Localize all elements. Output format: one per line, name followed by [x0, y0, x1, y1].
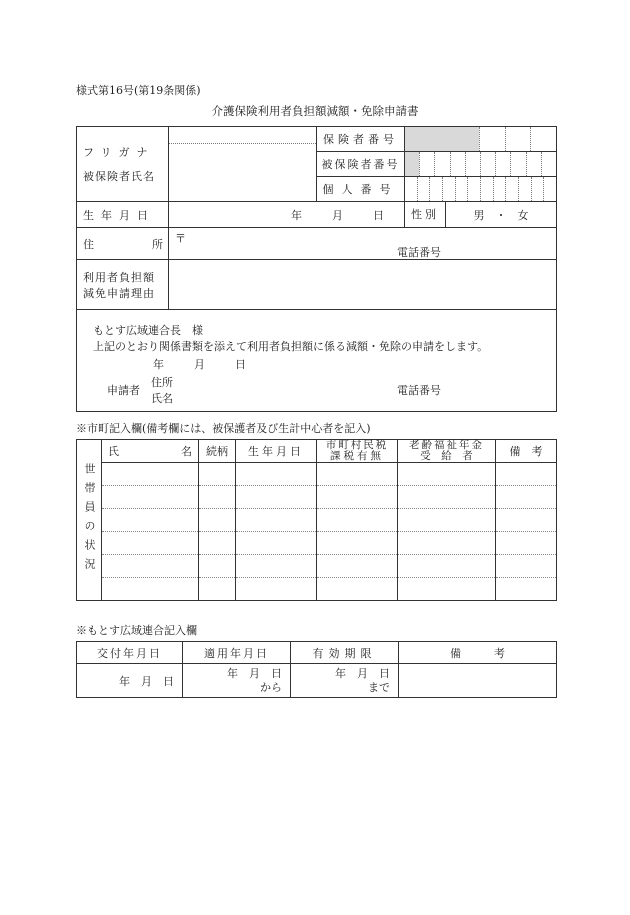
insurer-no-label: 保険者番号 [317, 127, 405, 152]
col-tax-1: 市町村民税 [325, 439, 389, 451]
reason-label-1: 利用者負担額 [83, 270, 155, 284]
household-cell[interactable] [496, 486, 557, 509]
col-pension-1: 老齢福祉年金 [409, 439, 484, 451]
insured-name-field[interactable] [169, 127, 317, 202]
household-cell[interactable] [102, 463, 199, 486]
applicant-phone-label: 電話番号 [397, 384, 441, 397]
col-union-remarks: 備 考 [399, 642, 557, 664]
valid-date-value: 年 月 日 [335, 666, 390, 680]
reason-field[interactable] [169, 260, 557, 310]
union-table [76, 641, 557, 698]
birth-field[interactable] [169, 202, 405, 228]
birth-label: 生年月日 [77, 202, 169, 228]
birth-month: 月 [332, 208, 343, 222]
date-year: 年 [153, 358, 164, 371]
form-number: 様式第16号(第19条関係) [76, 84, 201, 97]
birth-year: 年 [291, 208, 302, 222]
statement-text: 上記のとおり関係書類を添えて利用者負担額に係る減額・免除の申請をします。 [93, 340, 489, 353]
household-cell[interactable] [398, 578, 496, 601]
insured-name-label: 被保険者氏名 [83, 170, 155, 183]
form-title: 介護保険利用者負担額減額・免除申請書 [211, 104, 419, 118]
household-cell[interactable] [398, 555, 496, 578]
issue-date-field[interactable]: 年 月 日 [77, 664, 183, 698]
valid-period-field[interactable] [291, 664, 399, 698]
household-cell[interactable] [199, 555, 236, 578]
gender-label: 性別 [405, 202, 446, 227]
household-cell[interactable] [236, 578, 317, 601]
household-cell[interactable] [496, 555, 557, 578]
col-remarks: 備 考 [496, 440, 557, 463]
household-cell[interactable] [317, 509, 398, 532]
household-cell[interactable] [317, 555, 398, 578]
household-table [76, 439, 557, 601]
address-phone-label: 電話番号 [397, 246, 441, 259]
household-cell[interactable] [102, 578, 199, 601]
col-issue-date: 交付年月日 [77, 642, 183, 664]
household-cell[interactable] [398, 486, 496, 509]
col-valid-period: 有効期限 [291, 642, 399, 664]
insurer-no-field[interactable] [405, 127, 557, 152]
col-tax [317, 440, 398, 463]
gender-value: 男 ・ 女 [473, 208, 529, 222]
household-cell[interactable] [398, 509, 496, 532]
applicant-name-label: 氏名 [151, 392, 173, 405]
union-note: ※もとす広域連合記入欄 [76, 624, 197, 637]
personal-no-label: 個人番号 [317, 177, 405, 202]
col-apply-date: 適用年月日 [183, 642, 291, 664]
household-cell[interactable] [102, 532, 199, 555]
col-relation: 続柄 [199, 440, 236, 463]
household-cell[interactable] [102, 555, 199, 578]
col-pension [398, 440, 496, 463]
reason-label-cell [77, 260, 169, 310]
apply-date-value: 年 月 日 [227, 666, 282, 680]
applicant-label: 申請者 [107, 384, 140, 397]
addressee: もとす広域連合長 様 [93, 324, 203, 337]
household-cell[interactable] [199, 532, 236, 555]
date-day: 日 [235, 358, 246, 371]
personal-no-field[interactable] [405, 177, 557, 202]
address-label: 住所 [83, 237, 163, 251]
household-row-label: 世帯員の状況 [77, 440, 102, 601]
union-remarks-field[interactable] [399, 664, 557, 698]
name-label-cell [77, 127, 169, 202]
gender-cell[interactable] [405, 202, 557, 228]
reason-label-2: 減免申請理由 [83, 286, 155, 300]
household-cell[interactable] [199, 509, 236, 532]
household-note: ※市町記入欄(備考欄には、被保護者及び生計中心者を記入) [76, 422, 371, 435]
col-tax-2: 課税有無 [330, 450, 384, 462]
statement-date[interactable] [153, 356, 246, 372]
date-month: 月 [194, 358, 205, 371]
household-cell[interactable] [236, 486, 317, 509]
household-cell[interactable] [496, 578, 557, 601]
household-cell[interactable] [199, 578, 236, 601]
household-cell[interactable] [398, 463, 496, 486]
valid-to-label: まで [368, 680, 390, 694]
address-label-cell [77, 228, 169, 260]
household-cell[interactable] [317, 486, 398, 509]
address-field[interactable] [169, 228, 557, 260]
household-cell[interactable] [496, 509, 557, 532]
household-cell[interactable] [199, 486, 236, 509]
household-cell[interactable] [317, 532, 398, 555]
apply-from-label: から [260, 680, 282, 694]
statement-cell [77, 310, 557, 412]
insured-no-field[interactable] [405, 152, 557, 177]
household-cell[interactable] [236, 463, 317, 486]
household-cell[interactable] [496, 463, 557, 486]
household-cell[interactable] [102, 486, 199, 509]
household-cell[interactable] [199, 463, 236, 486]
household-cell[interactable] [102, 509, 199, 532]
household-cell[interactable] [317, 463, 398, 486]
household-cell[interactable] [398, 532, 496, 555]
household-cell[interactable] [236, 509, 317, 532]
furigana-label: フリガナ [83, 146, 155, 159]
apply-date-field[interactable] [183, 664, 291, 698]
household-cell[interactable] [496, 532, 557, 555]
birth-day: 日 [373, 208, 384, 222]
household-cell[interactable] [317, 578, 398, 601]
col-birth: 生年月日 [236, 440, 317, 463]
insured-no-label: 被保険者番号 [317, 152, 405, 177]
col-pension-2: 受 給 者 [420, 450, 473, 462]
application-table [76, 126, 557, 412]
applicant-address-label: 住所 [151, 376, 173, 389]
household-cell[interactable] [236, 555, 317, 578]
col-name: 氏 名 [102, 440, 199, 463]
household-cell[interactable] [236, 532, 317, 555]
postal-mark: 〒 [175, 232, 186, 245]
